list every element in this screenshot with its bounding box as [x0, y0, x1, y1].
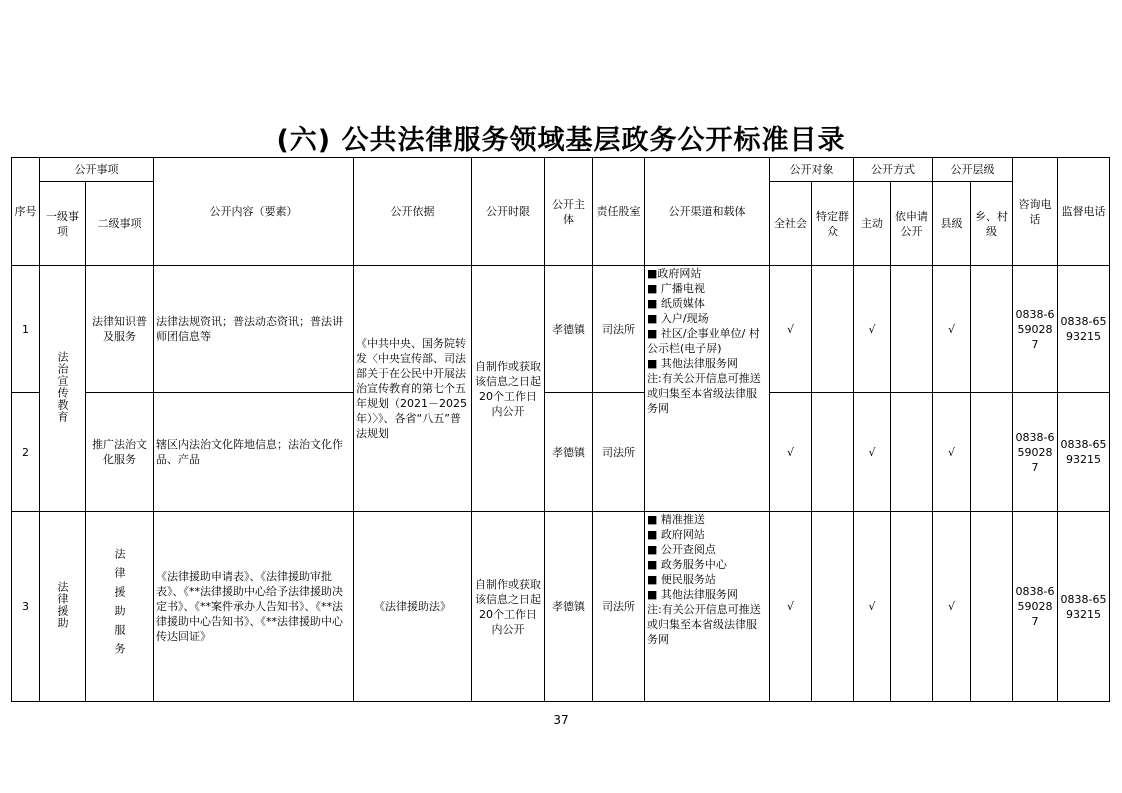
header-on-request: 依申请公开 — [891, 182, 933, 266]
page-number: 37 — [553, 713, 569, 727]
row-time-limit: 自制作或获取该信息之日起20个工作日内公开 — [472, 512, 545, 702]
row-on-request-check — [891, 393, 933, 512]
row-subject: 孝德镇 — [545, 266, 593, 393]
row-content: 法律法规资讯；普法动态资讯；普法讲师团信息等 — [154, 266, 354, 393]
header-supervise-phone: 监督电话 — [1058, 158, 1110, 266]
header-content: 公开内容（要素） — [154, 158, 354, 266]
row-content: 《法律援助申请表》、《法律援助审批表》、《**法律援助中心给予法律援助决定书》、《**案件承办人告知书》、《**法律援助中心告知书》、《**法律援助中心传达回证》 — [154, 512, 354, 702]
header-level1: 一级事项 — [40, 182, 86, 266]
row-whole-society-check: √ — [770, 393, 812, 512]
header-level2: 二级事项 — [86, 182, 154, 266]
row-on-request-check — [891, 266, 933, 393]
row-seq: 2 — [12, 393, 40, 512]
row-county-check: √ — [933, 266, 971, 393]
row-supervise-phone: 0838-6593215 — [1058, 266, 1110, 393]
header-subject: 公开主体 — [545, 158, 593, 266]
row-township-check — [971, 393, 1013, 512]
row-channel: ■ 精准推送 ■ 政府网站 ■ 公开查阅点 ■ 政务服务中心 ■ 便民服务站 ■ 其他法律服务网 注:有关公开信息可推送或归集至本省级法律服务网 — [645, 512, 770, 702]
header-consult-phone: 咨询电话 — [1013, 158, 1058, 266]
page-title: (六) 公共法律服务领域基层政务公开标准目录 — [276, 125, 846, 156]
header-channel: 公开渠道和载体 — [645, 158, 770, 266]
header-county: 县级 — [933, 182, 971, 266]
row-level2 — [86, 512, 154, 702]
header-basis: 公开依据 — [354, 158, 472, 266]
row-specific-group-check — [812, 393, 854, 512]
header-seq: 序号 — [12, 158, 40, 266]
row-content: 辖区内法治文化阵地信息；法治文化作品、产品 — [154, 393, 354, 512]
row-dept: 司法所 — [593, 512, 645, 702]
row-level1 — [40, 512, 86, 702]
row-basis: 《中共中央、国务院转发〈中央宣传部、司法部关于在公民中开展法治宣传教育的第七个五年规划（2021－2025年）〉》、各省“八五”普法规划 — [354, 266, 472, 512]
row-seq: 1 — [12, 266, 40, 393]
row-consult-phone: 0838-6590287 — [1013, 393, 1058, 512]
row-active-check: √ — [854, 512, 891, 702]
row-township-check — [971, 512, 1013, 702]
row-level1-text: 法治宣传教育 — [56, 350, 69, 423]
row-county-check: √ — [933, 393, 971, 512]
row-active-check: √ — [854, 266, 891, 393]
row-seq: 3 — [12, 512, 40, 702]
row-level1 — [40, 266, 86, 512]
header-group-audience: 公开对象 — [770, 158, 854, 182]
row-channel: ■政府网站 ■ 广播电视 ■ 纸质媒体 ■ 入户/现场 ■ 社区/企事业单位/ 村公示栏(电子屏) ■ 其他法律服务网 注:有关公开信息可推送或归集至本省级法律服务网 — [645, 266, 770, 512]
row-level2-text: 法律援助服务 — [113, 547, 126, 662]
row-dept: 司法所 — [593, 393, 645, 512]
row-supervise-phone: 0838-6593215 — [1058, 512, 1110, 702]
row-county-check: √ — [933, 512, 971, 702]
row-specific-group-check — [812, 512, 854, 702]
row-supervise-phone: 0838-6593215 — [1058, 393, 1110, 512]
header-active: 主动 — [854, 182, 891, 266]
header-time-limit: 公开时限 — [472, 158, 545, 266]
disclosure-table — [11, 157, 1110, 702]
header-dept: 责任股室 — [593, 158, 645, 266]
header-whole-society: 全社会 — [770, 182, 812, 266]
header-group-method: 公开方式 — [854, 158, 933, 182]
row-time-limit: 自制作或获取该信息之日起20个工作日内公开 — [472, 266, 545, 512]
row-dept: 司法所 — [593, 266, 645, 393]
row-whole-society-check: √ — [770, 266, 812, 393]
row-level2: 法律知识普及服务 — [86, 266, 154, 393]
row-basis: 《法律援助法》 — [354, 512, 472, 702]
header-specific-group: 特定群众 — [812, 182, 854, 266]
header-group-items: 公开事项 — [40, 158, 154, 182]
header-township: 乡、村级 — [971, 182, 1013, 266]
row-subject: 孝德镇 — [545, 393, 593, 512]
row-specific-group-check — [812, 266, 854, 393]
row-subject: 孝德镇 — [545, 512, 593, 702]
row-consult-phone: 0838-6590287 — [1013, 512, 1058, 702]
row-consult-phone: 0838-6590287 — [1013, 266, 1058, 393]
row-level2: 推广法治文化服务 — [86, 393, 154, 512]
row-level1-text: 法律援助 — [56, 580, 69, 629]
header-group-level: 公开层级 — [933, 158, 1013, 182]
row-active-check: √ — [854, 393, 891, 512]
row-on-request-check — [891, 512, 933, 702]
row-township-check — [971, 266, 1013, 393]
row-whole-society-check: √ — [770, 512, 812, 702]
